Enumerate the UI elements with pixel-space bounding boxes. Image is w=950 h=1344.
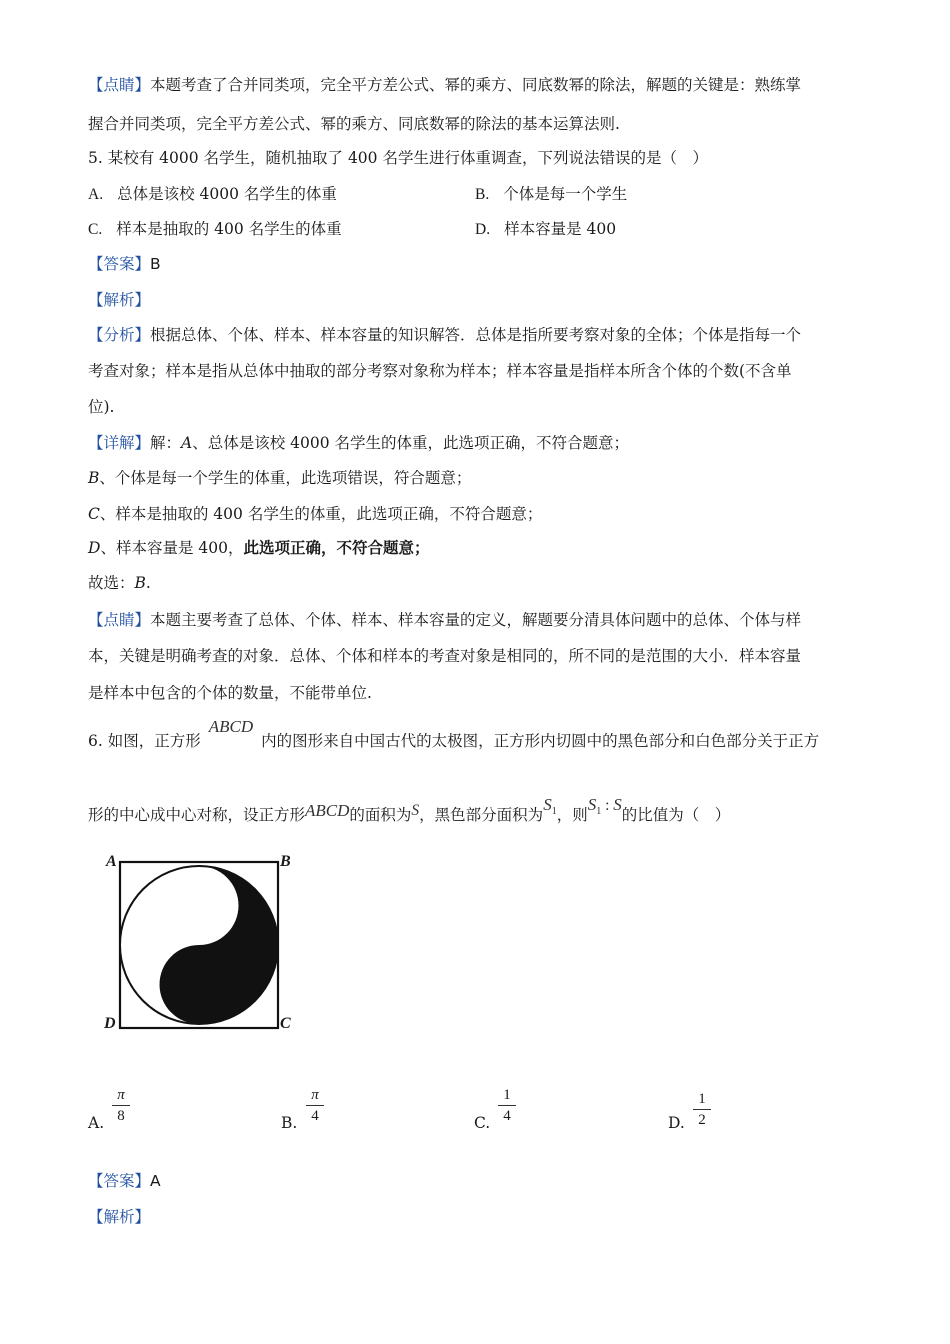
- label-c: C: [280, 1015, 291, 1032]
- q6-option-d-fraction: 1 2: [693, 1090, 711, 1129]
- q5-option-b: B. 个体是每一个学生: [475, 185, 628, 203]
- label-b: B: [280, 853, 291, 870]
- abcd-math: ABCD: [208, 717, 254, 736]
- taiji-figure: [96, 848, 306, 1038]
- q6-option-c-letter: C.: [474, 1114, 491, 1132]
- q6-option-b-fraction: π 4: [306, 1086, 324, 1125]
- q6-option-d-letter: D.: [668, 1114, 685, 1132]
- q5-fenxi-line-1: 【分析】根据总体、个体、样本、样本容量的知识解答．总体是指所要考察对象的全体；个体是指每一个: [88, 326, 802, 344]
- q5-analysis-tag: 【解析】: [88, 291, 151, 309]
- q5-detail-a: 【详解】解：A、总体是该校 4000 名学生的体重，此选项正确，不符合题意；: [88, 434, 630, 452]
- q5-option-a: A. 总体是该校 4000 名学生的体重: [88, 185, 337, 203]
- q5-detail-b: B、个体是每一个学生的体重，此选项错误，符合题意；: [88, 469, 472, 487]
- q5-detail-d: D、样本容量是 400，此选项正确，不符合题意；: [88, 539, 430, 557]
- q6-option-c-fraction: 1 4: [498, 1086, 516, 1125]
- taiji-diagram: [96, 848, 306, 1038]
- q5-stem: 5. 某校有 4000 名学生，随机抽取了 400 名学生进行体重调查，下列说法错误的是（ ）: [88, 149, 708, 167]
- dianjing-line-2: 握合并同类项，完全平方差公式、幂的乘方、同底数幂的除法的基本运算法则.: [88, 115, 620, 133]
- q5-dianjing-line-2: 本，关键是明确考查的对象．总体、个体和样本的考查对象是相同的，所不同的是范围的大小．样本容量: [88, 647, 802, 665]
- q6-stem-line-1: 6. 如图，正方形ABCD内的图形来自中国古代的太极图，正方形内切圆中的黑色部分和白色部分关于正方: [88, 717, 820, 750]
- label-a: A: [106, 853, 117, 870]
- q6-stem-line-2: 形的中心成中心对称，设正方形ABCD的面积为S，黑色部分面积为$S^1$，则$S^1$ : S的比值为（ ）: [88, 795, 731, 824]
- label-d: D: [104, 1015, 116, 1032]
- q5-answer: 【答案】B: [88, 255, 161, 273]
- white-dot: [191, 897, 208, 914]
- q5-fenxi-line-2: 考查对象；样本是指从总体中抽取的部分考察对象称为样本；样本容量是指样本所含个体的个数(不含单: [88, 362, 792, 380]
- q5-option-c: C. 样本是抽取的 400 名学生的体重: [88, 220, 342, 238]
- dianjing-tag: 【点睛】: [88, 76, 151, 94]
- q6-option-b-letter: B.: [281, 1114, 298, 1132]
- q5-option-d: D. 样本容量是 400: [475, 220, 617, 238]
- q5-dianjing-line-3: 是样本中包含的个体的数量，不能带单位.: [88, 684, 372, 702]
- q6-analysis-tag: 【解析】: [88, 1208, 151, 1226]
- q6-option-a-fraction: π 8: [112, 1086, 130, 1125]
- black-dot: [191, 976, 208, 993]
- q6-answer: 【答案】A: [88, 1172, 161, 1190]
- q5-fenxi-line-3: 位).: [88, 398, 115, 416]
- q5-detail-c: C、样本是抽取的 400 名学生的体重，此选项正确，不符合题意；: [88, 505, 543, 523]
- q5-choose: 故选：B.: [88, 574, 151, 592]
- dianjing-line-1: 【点睛】本题考查了合并同类项，完全平方差公式、幂的乘方、同底数幂的除法，解题的关键是：熟练掌: [88, 76, 802, 94]
- q6-option-a-letter: A.: [88, 1114, 105, 1132]
- q5-dianjing-line-1: 【点睛】本题主要考查了总体、个体、样本、样本容量的定义，解题要分清具体问题中的总体、个体与样: [88, 611, 802, 629]
